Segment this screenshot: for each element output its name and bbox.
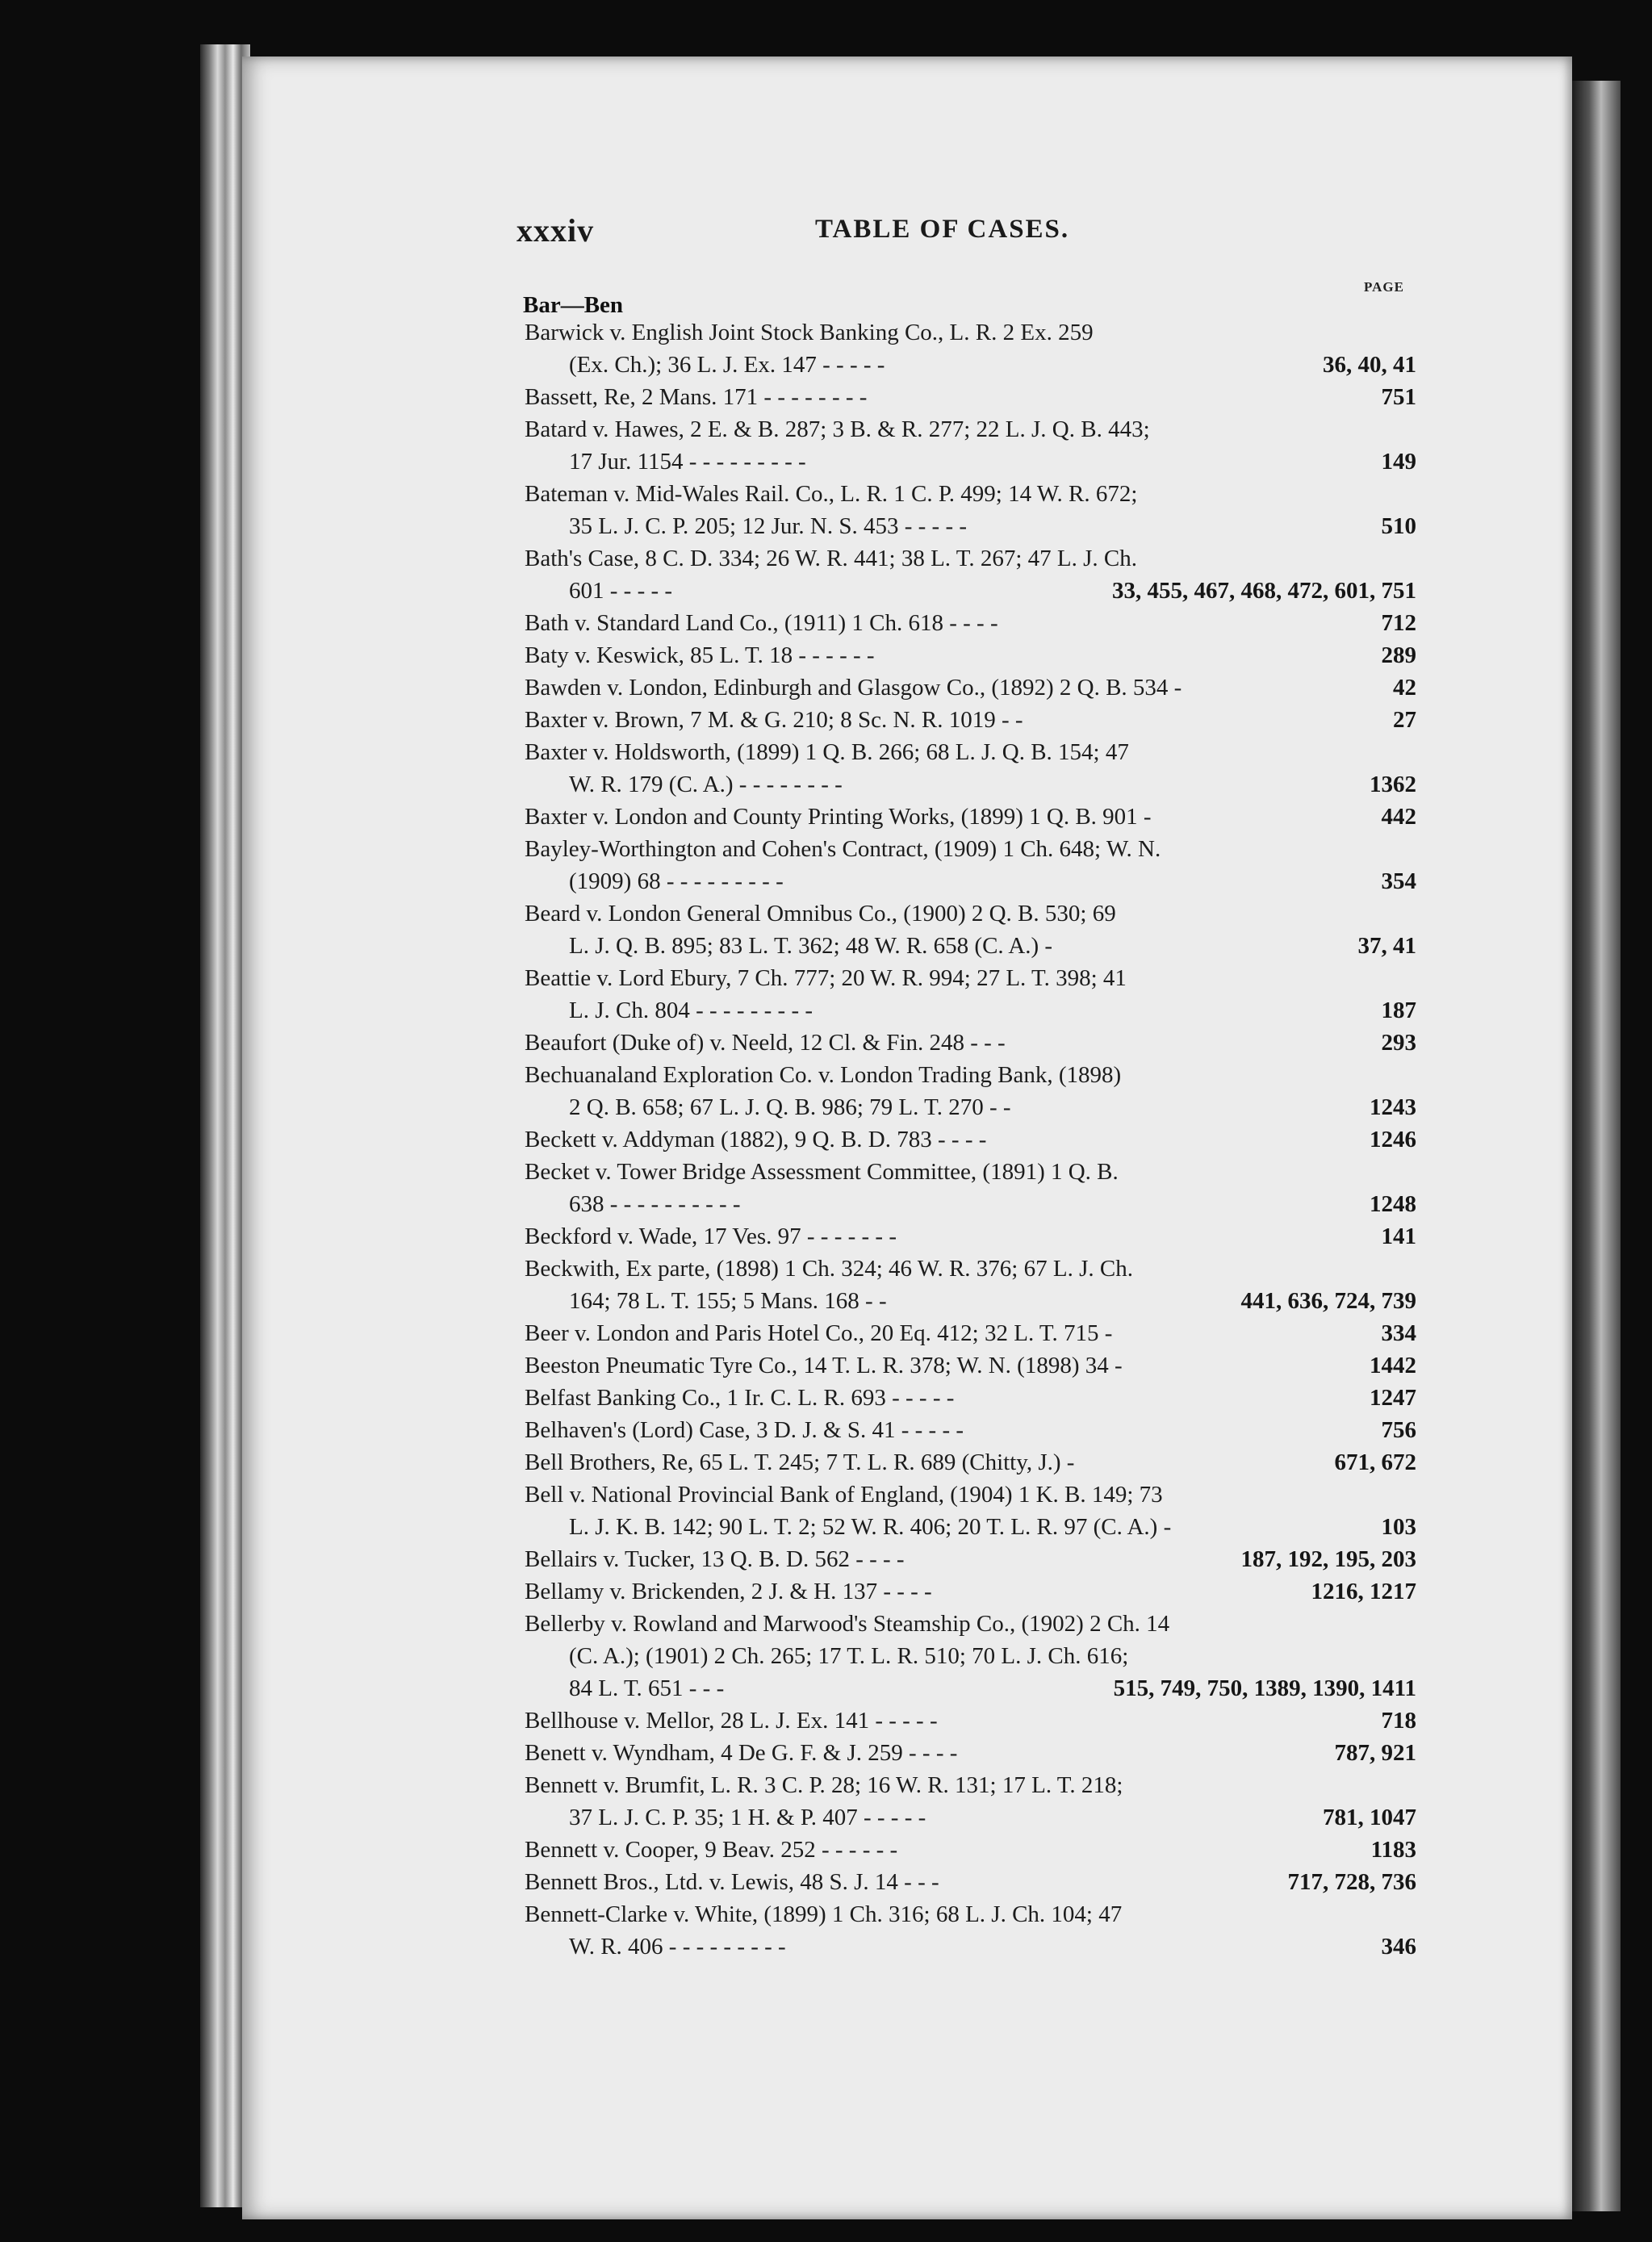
case-citation: Beeston Pneumatic Tyre Co., 14 T. L. R. 378; W. N. (1898) 34 - bbox=[525, 1353, 1123, 1378]
case-entry bbox=[0, 671, 1652, 704]
case-entry bbox=[0, 1737, 1652, 1769]
case-citation: Bayley-Worthington and Cohen's Contract, (1909) 1 Ch. 648; W. N. bbox=[525, 836, 1161, 862]
case-entry bbox=[0, 1123, 1652, 1156]
page-reference: 1248 bbox=[1370, 1191, 1416, 1217]
case-entry bbox=[0, 1382, 1652, 1414]
case-citation: Bennett Bros., Ltd. v. Lewis, 48 S. J. 14 - - - bbox=[525, 1869, 939, 1895]
case-entry bbox=[0, 1414, 1652, 1446]
case-citation: Beaufort (Duke of) v. Neeld, 12 Cl. & Fin. 248 - - - bbox=[525, 1030, 1006, 1056]
case-citation: Benett v. Wyndham, 4 De G. F. & J. 259 - - - - bbox=[525, 1740, 958, 1766]
case-citation-continued: W. R. 179 (C. A.) - - - - - - - - bbox=[569, 772, 843, 797]
running-title: TABLE OF CASES. bbox=[815, 215, 1070, 244]
case-citation: Baxter v. Holdsworth, (1899) 1 Q. B. 266; 68 L. J. Q. B. 154; 47 bbox=[525, 739, 1129, 765]
page-reference: 103 bbox=[1381, 1514, 1416, 1540]
case-entry bbox=[0, 1543, 1652, 1575]
page-reference: 712 bbox=[1381, 610, 1416, 636]
page-reference: 27 bbox=[1393, 707, 1416, 733]
page-reference: 149 bbox=[1381, 449, 1416, 475]
case-citation: Baxter v. Brown, 7 M. & G. 210; 8 Sc. N. R. 1019 - - bbox=[525, 707, 1023, 733]
page-reference: 36, 40, 41 bbox=[1323, 352, 1416, 378]
case-entry bbox=[0, 1705, 1652, 1737]
case-citation: Beckett v. Addyman (1882), 9 Q. B. D. 783 - - - - bbox=[525, 1127, 987, 1152]
case-entry bbox=[0, 1220, 1652, 1253]
case-entry bbox=[0, 833, 1652, 897]
case-citation: Bellairs v. Tucker, 13 Q. B. D. 562 - - - - bbox=[525, 1546, 905, 1572]
case-entry bbox=[0, 478, 1652, 542]
case-entry bbox=[0, 704, 1652, 736]
case-entry bbox=[0, 1027, 1652, 1059]
page-reference: 441, 636, 724, 739 bbox=[1240, 1288, 1416, 1314]
case-citation-continued: W. R. 406 - - - - - - - - - bbox=[569, 1934, 786, 1960]
case-citation-continued: 35 L. J. C. P. 205; 12 Jur. N. S. 453 - - - - - bbox=[569, 513, 968, 539]
case-citation: Beckford v. Wade, 17 Ves. 97 - - - - - - - bbox=[525, 1223, 897, 1249]
case-citation: Becket v. Tower Bridge Assessment Committee, (1891) 1 Q. B. bbox=[525, 1159, 1119, 1185]
case-entry bbox=[0, 639, 1652, 671]
case-entry bbox=[0, 801, 1652, 833]
page-reference: 37, 41 bbox=[1357, 933, 1416, 959]
case-citation: Beer v. London and Paris Hotel Co., 20 Eq. 412; 32 L. T. 715 - bbox=[525, 1320, 1113, 1346]
page-number: xxxiv bbox=[517, 212, 595, 249]
case-citation: Belfast Banking Co., 1 Ir. C. L. R. 693 - - - - - bbox=[525, 1385, 955, 1411]
case-citation: Bath v. Standard Land Co., (1911) 1 Ch. 618 - - - - bbox=[525, 610, 998, 636]
page-column-heading: PAGE bbox=[1364, 279, 1404, 295]
page-reference: 442 bbox=[1381, 804, 1416, 830]
case-entry bbox=[0, 1446, 1652, 1479]
case-entry bbox=[0, 381, 1652, 413]
case-entry bbox=[0, 1059, 1652, 1123]
case-entry bbox=[0, 1898, 1652, 1963]
page-reference: 33, 455, 467, 468, 472, 601, 751 bbox=[1112, 578, 1416, 604]
page-reference: 1246 bbox=[1370, 1127, 1416, 1152]
case-entry bbox=[0, 736, 1652, 801]
case-citation: Beattie v. Lord Ebury, 7 Ch. 777; 20 W. R. 994; 27 L. T. 398; 41 bbox=[525, 965, 1127, 991]
case-entry bbox=[0, 1349, 1652, 1382]
case-citation: Bennett-Clarke v. White, (1899) 1 Ch. 316; 68 L. J. Ch. 104; 47 bbox=[525, 1901, 1123, 1927]
case-entry bbox=[0, 1253, 1652, 1317]
page-reference: 334 bbox=[1381, 1320, 1416, 1346]
case-citation: Bennett v. Brumfit, L. R. 3 C. P. 28; 16 W. R. 131; 17 L. T. 218; bbox=[525, 1772, 1123, 1798]
page-reference: 510 bbox=[1381, 513, 1416, 539]
case-citation: Batard v. Hawes, 2 E. & B. 287; 3 B. & R. 277; 22 L. J. Q. B. 443; bbox=[525, 416, 1150, 442]
case-entry bbox=[0, 607, 1652, 639]
case-citation: Bellhouse v. Mellor, 28 L. J. Ex. 141 - - - - - bbox=[525, 1708, 938, 1734]
case-citation-continued: 638 - - - - - - - - - - bbox=[569, 1191, 741, 1217]
case-citation: Bell Brothers, Re, 65 L. T. 245; 7 T. L. R. 689 (Chitty, J.) - bbox=[525, 1449, 1075, 1475]
case-entry bbox=[0, 1575, 1652, 1608]
case-entry bbox=[0, 897, 1652, 962]
case-citation: Bellerby v. Rowland and Marwood's Steamship Co., (1902) 2 Ch. 14 bbox=[525, 1611, 1170, 1637]
case-citation: Barwick v. English Joint Stock Banking Co., L. R. 2 Ex. 259 bbox=[525, 320, 1094, 345]
case-citation-continued: L. J. Ch. 804 - - - - - - - - - bbox=[569, 998, 813, 1023]
case-citation: Bateman v. Mid-Wales Rail. Co., L. R. 1 C. P. 499; 14 W. R. 672; bbox=[525, 481, 1138, 507]
case-citation-continued: (C. A.); (1901) 2 Ch. 265; 17 T. L. R. 510; 70 L. J. Ch. 616; bbox=[569, 1643, 1129, 1669]
page-reference: 515, 749, 750, 1389, 1390, 1411 bbox=[1113, 1675, 1416, 1701]
case-citation: Beckwith, Ex parte, (1898) 1 Ch. 324; 46 W. R. 376; 67 L. J. Ch. bbox=[525, 1256, 1133, 1282]
case-citation-continued: 84 L. T. 651 - - - bbox=[569, 1675, 725, 1701]
page-reference: 293 bbox=[1381, 1030, 1416, 1056]
page-reference: 354 bbox=[1381, 868, 1416, 894]
case-citation-continued: 37 L. J. C. P. 35; 1 H. & P. 407 - - - - - bbox=[569, 1805, 926, 1830]
case-entry bbox=[0, 542, 1652, 607]
page-reference: 1247 bbox=[1370, 1385, 1416, 1411]
case-citation-continued: L. J. Q. B. 895; 83 L. T. 362; 48 W. R. 658 (C. A.) - bbox=[569, 933, 1053, 959]
page-reference: 1183 bbox=[1370, 1837, 1416, 1863]
case-citation: Bath's Case, 8 C. D. 334; 26 W. R. 441; 38 L. T. 267; 47 L. J. Ch. bbox=[525, 546, 1137, 571]
case-citation: Beard v. London General Omnibus Co., (1900) 2 Q. B. 530; 69 bbox=[525, 901, 1116, 926]
case-citation: Bassett, Re, 2 Mans. 171 - - - - - - - - bbox=[525, 384, 868, 410]
page-reference: 42 bbox=[1393, 675, 1416, 701]
case-citation-continued: 601 - - - - - bbox=[569, 578, 673, 604]
case-citation: Baty v. Keswick, 85 L. T. 18 - - - - - - bbox=[525, 642, 875, 668]
case-citation: Bell v. National Provincial Bank of England, (1904) 1 K. B. 149; 73 bbox=[525, 1482, 1163, 1508]
case-citation: Baxter v. London and County Printing Works, (1899) 1 Q. B. 901 - bbox=[525, 804, 1152, 830]
page-reference: 717, 728, 736 bbox=[1287, 1869, 1416, 1895]
page-reference: 141 bbox=[1381, 1223, 1416, 1249]
page-reference: 1442 bbox=[1370, 1353, 1416, 1378]
case-entries bbox=[0, 316, 1652, 1963]
case-citation-continued: 164; 78 L. T. 155; 5 Mans. 168 - - bbox=[569, 1288, 887, 1314]
case-entry bbox=[0, 1866, 1652, 1898]
page-reference: 781, 1047 bbox=[1323, 1805, 1416, 1830]
case-entry bbox=[0, 962, 1652, 1027]
case-entry bbox=[0, 1317, 1652, 1349]
page-reference: 289 bbox=[1381, 642, 1416, 668]
case-citation-continued: (1909) 68 - - - - - - - - - bbox=[569, 868, 784, 894]
case-entry bbox=[0, 413, 1652, 478]
case-citation: Bechuanaland Exploration Co. v. London Trading Bank, (1898) bbox=[525, 1062, 1122, 1088]
case-entry bbox=[0, 316, 1652, 381]
page-reference: 346 bbox=[1381, 1934, 1416, 1960]
case-citation bbox=[525, 1640, 1332, 1672]
case-entry bbox=[0, 1834, 1652, 1866]
case-entry bbox=[0, 1156, 1652, 1220]
page-reference: 187, 192, 195, 203 bbox=[1240, 1546, 1416, 1572]
case-entry bbox=[0, 1640, 1652, 1705]
page-reference: 787, 921 bbox=[1334, 1740, 1416, 1766]
case-citation-continued: 17 Jur. 1154 - - - - - - - - - bbox=[569, 449, 806, 475]
page-reference: 751 bbox=[1381, 384, 1416, 410]
page-reference: 1362 bbox=[1370, 772, 1416, 797]
case-citation: Bennett v. Cooper, 9 Beav. 252 - - - - - - bbox=[525, 1837, 898, 1863]
case-citation-continued: 2 Q. B. 658; 67 L. J. Q. B. 986; 79 L. T. 270 - - bbox=[569, 1094, 1011, 1120]
page-reference: 1243 bbox=[1370, 1094, 1416, 1120]
case-citation-continued: (Ex. Ch.); 36 L. J. Ex. 147 - - - - - bbox=[569, 352, 885, 378]
page-reference: 671, 672 bbox=[1334, 1449, 1416, 1475]
page-reference: 1216, 1217 bbox=[1311, 1579, 1416, 1604]
case-citation: Belhaven's (Lord) Case, 3 D. J. & S. 41 - - - - - bbox=[525, 1417, 964, 1443]
case-entry bbox=[0, 1479, 1652, 1543]
case-citation-continued: L. J. K. B. 142; 90 L. T. 2; 52 W. R. 406; 20 T. L. R. 97 (C. A.) - bbox=[569, 1514, 1172, 1540]
case-citation: Bellamy v. Brickenden, 2 J. & H. 137 - - - - bbox=[525, 1579, 932, 1604]
case-citation: Bawden v. London, Edinburgh and Glasgow Co., (1892) 2 Q. B. 534 - bbox=[525, 675, 1182, 701]
page-reference: 187 bbox=[1381, 998, 1416, 1023]
page-reference: 756 bbox=[1381, 1417, 1416, 1443]
case-entry bbox=[0, 1769, 1652, 1834]
page-reference: 718 bbox=[1381, 1708, 1416, 1734]
section-heading: Bar—Ben bbox=[523, 292, 624, 318]
